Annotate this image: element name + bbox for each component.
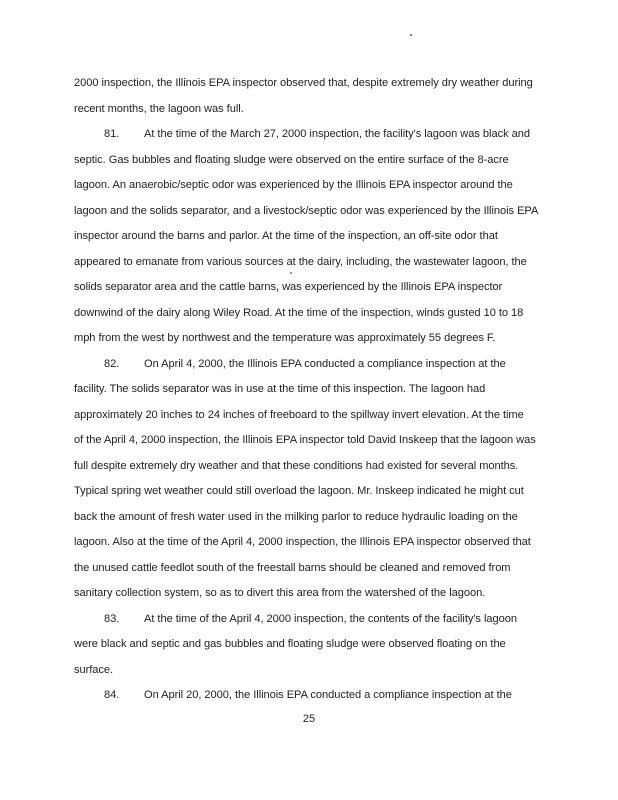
text-line [74,556,554,582]
line-text: At the time of the April 4, 2000 inspection, the contents of the facility's lagoon [144,612,517,625]
line-text: approximately 20 inches to 24 inches of freeboard to the spillway invert elevation. At the time [74,408,524,421]
text-line [74,505,554,531]
line-text: On April 20, 2000, the Illinois EPA conducted a compliance inspection at the [144,689,512,701]
document-body [74,71,554,709]
paragraph-start-line [74,352,554,378]
text-line [74,326,554,352]
line-text: Typical spring wet weather could still overload the lagoon. Mr. Inskeep indicated he might cut [74,485,524,497]
paragraph-number: 82. [104,357,120,370]
text-line [74,199,554,225]
text-line [74,454,554,480]
text-line [74,275,554,301]
paragraph-start-line [74,122,554,148]
line-text: facility. The solids separator was in use at the time of this inspection. The lagoon had [74,383,486,395]
line-text: lagoon. Also at the time of the April 4, 2000 inspection, the Illinois EPA inspector observed that [74,536,531,548]
text-line [74,658,554,684]
line-text: surface. [74,663,114,676]
text-line [74,428,554,454]
text-line [74,173,554,199]
text-line [74,97,554,123]
text-line [74,301,554,327]
line-text: back the amount of fresh water used in the milking parlor to reduce hydraulic loading on the [74,510,518,523]
line-text: the unused cattle feedlot south of the freestall barns should be cleaned and removed from [74,561,511,574]
paragraph-number: 84. [104,689,120,701]
paragraph-start-line [74,683,554,709]
line-text: lagoon. An anaerobic/septic odor was experienced by the Illinois EPA inspector around the [74,179,513,191]
line-text: 2000 inspection, the Illinois EPA inspector observed that, despite extremely dry weather during [74,77,533,89]
line-text: appeared to emanate from various sources at the dairy, including, the wastewater lagoon, the [74,255,527,268]
line-text: lagoon and the solids separator, and a livestock/septic odor was experienced by the Illinois EPA [74,204,539,217]
text-line [74,632,554,658]
text-line [74,403,554,429]
text-line [74,479,554,505]
page-number: 25 [302,713,316,725]
line-text: of the April 4, 2000 inspection, the Illinois EPA inspector told David Inskeep that the lagoon was [74,434,536,446]
text-line [74,148,554,174]
text-line [74,581,554,607]
text-line [74,250,554,276]
line-text: inspector around the barns and parlor. At the time of the inspection, an off-site odor that [74,230,498,242]
text-line [74,71,554,97]
line-text: mph from the west by northwest and the temperature was approximately 55 degrees F. [74,332,496,344]
paragraph-number: 81. [104,128,120,140]
scan-speck [410,34,412,36]
line-text: At the time of the March 27, 2000 inspection, the facility's lagoon was black and [144,128,530,140]
line-text: were black and septic and gas bubbles and floating sludge were observed floating on the [74,638,506,650]
line-text: solids separator area and the cattle barns, was experienced by the Illinois EPA inspector [74,281,503,293]
line-text: downwind of the dairy along Wiley Road. At the time of the inspection, winds gusted 10 to 18 [74,306,524,319]
line-text: recent months, the lagoon was full. [74,102,244,115]
text-line [74,224,554,250]
paragraph-number: 83. [104,612,120,625]
line-text: sanitary collection system, so as to divert this area from the watershed of the lagoon. [74,587,486,599]
text-line [74,530,554,556]
line-text: septic. Gas bubbles and floating sludge were observed on the entire surface of the 8-acre [74,153,509,166]
paragraph-start-line [74,607,554,633]
line-text: On April 4, 2000, the Illinois EPA conducted a compliance inspection at the [144,357,506,370]
text-line [74,377,554,403]
line-text: full despite extremely dry weather and that these conditions had existed for several months. [74,459,519,472]
